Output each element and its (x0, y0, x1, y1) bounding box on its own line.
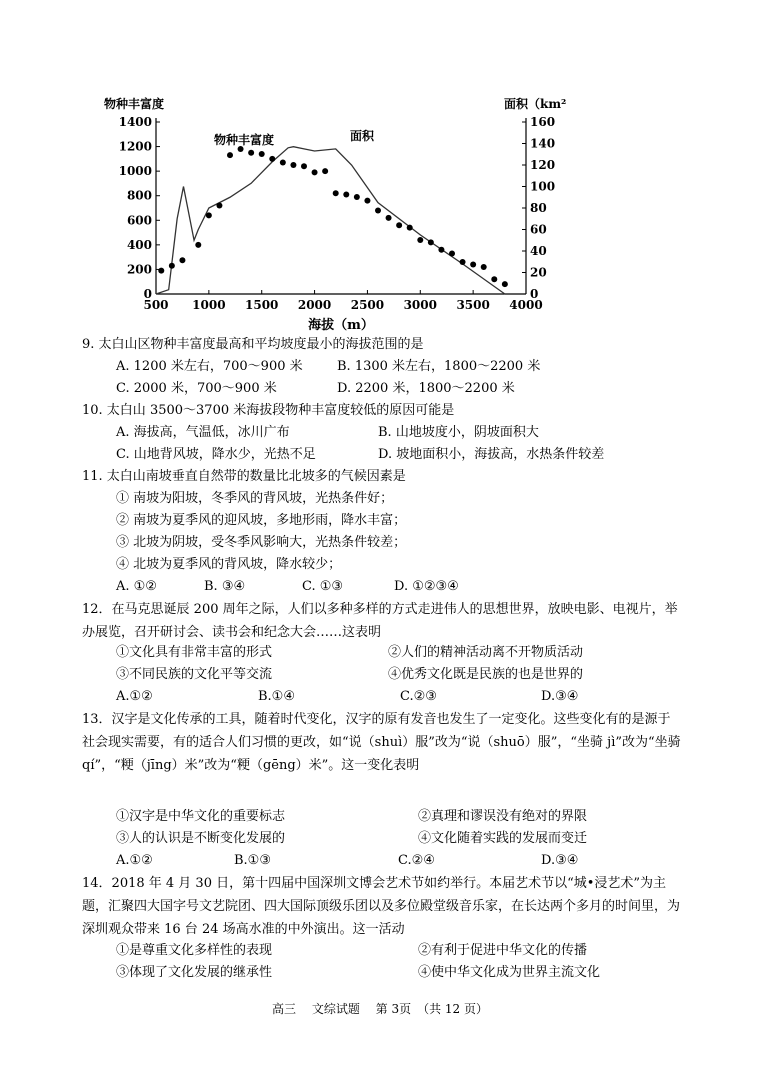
q12-option-a: A.①② (116, 689, 153, 704)
area-series-line (156, 147, 505, 294)
y-left-tick-label: 400 (126, 237, 152, 252)
x-tick-label: 3000 (403, 298, 437, 312)
y-right-tick-label: 100 (530, 179, 556, 194)
y-right-tick-label: 20 (530, 265, 547, 280)
x-tick-label: 2500 (350, 298, 385, 312)
y-right-tick-label: 120 (530, 158, 556, 172)
q12-item-4: ④优秀文化既是民族的也是世界的 (388, 667, 584, 682)
richness-point (301, 163, 307, 169)
richness-point (206, 212, 212, 218)
richness-point (417, 237, 423, 243)
q11-option-c: C. ①③ (302, 579, 344, 594)
q13-option-d: D.③④ (541, 853, 579, 868)
q12-option-c: C.②③ (400, 689, 437, 704)
richness-point (449, 250, 455, 256)
q14-stem: 14．2018 年 4 月 30 日，第十四届中国深圳文博会艺术节如约举行。本届艺术节以“城•浸艺术”为主题，汇聚四大国字号文艺院团、四大国际顶级乐团以及多位殿堂级音乐家，在长达两个多月的时间里，为深圳观众带来 16 台 24 场高水准的中外演出。这一活动 (82, 876, 681, 937)
q14-item-1: ①是尊重文化多样性的表现 (116, 943, 273, 958)
q12-stem: 12．在马克思诞辰 200 周年之际，人们以多种多样的方式走进伟人的思想世界，放映电影、电视片，举办展览，召开研讨会、读书会和纪念大会……这表明 (82, 602, 678, 640)
q11-item-1: ① 南坡为阳坡，冬季风的背风坡，光热条件好； (116, 491, 394, 506)
q14-item-3: ③体现了文化发展的继承性 (116, 965, 273, 980)
richness-point (428, 239, 434, 245)
q13-option-c: C.②④ (398, 853, 435, 868)
y-left-tick-label: 0 (143, 287, 152, 301)
richness-point (195, 242, 201, 248)
richness-point (312, 169, 318, 175)
q13-stem: 13．汉字是文化传承的工具，随着时代变化，汉字的原有发音也发生了一定变化。这些变化有的是源于社会现实需要，有的适合人们习惯的更改，如“说（shuì）服”改为“说（shuō）服”，“坐骑 jì”改为“坐骑 qí”，“粳（jīng）米”改为“粳（gēng）米”。这一变化表明 (82, 712, 681, 773)
q13-option-b: B.①③ (234, 853, 271, 868)
q9-option-b: B. 1300 米左右，1800～2200 米 (337, 359, 541, 374)
richness-point (216, 203, 222, 209)
y-right-tick-label: 80 (530, 201, 547, 215)
richness-annotation: 物种丰富度 (213, 133, 275, 147)
q13-item-4: ④文化随着实践的发展而变迁 (418, 831, 588, 846)
q10-stem: 10. 太白山 3500～3700 米海拔段物种丰富度较低的原因可能是 (82, 403, 455, 418)
richness-point (354, 194, 360, 200)
y-left-tick-label: 600 (126, 213, 152, 228)
y-left-tick-label: 1000 (118, 164, 152, 179)
y-right-tick-label: 60 (530, 222, 547, 237)
richness-point (502, 281, 508, 287)
richness-point (322, 168, 328, 174)
y-left-tick-label: 1400 (118, 115, 152, 129)
richness-point (343, 191, 349, 197)
y-right-tick-label: 160 (530, 115, 556, 129)
richness-point (248, 150, 254, 156)
richness-point (259, 151, 265, 157)
richness-point (470, 262, 476, 268)
q12-item-2: ②人们的精神活动离不开物质活动 (388, 645, 584, 660)
richness-point (333, 190, 339, 196)
y-left-tick-label: 800 (126, 188, 152, 203)
richness-point (364, 198, 370, 204)
richness-point (491, 276, 497, 282)
richness-point (169, 263, 175, 269)
q11-item-2: ② 南坡为夏季风的迎风坡，多地形雨，降水丰富； (116, 513, 407, 528)
richness-point (396, 222, 402, 228)
q11-option-b: B. ③④ (204, 579, 246, 594)
y-right-tick-label: 40 (530, 244, 547, 258)
q12-option-b: B.①④ (258, 689, 295, 704)
richness-point (407, 225, 413, 231)
q9-option-a: A. 1200 米左右，700～900 米 (116, 359, 303, 374)
area-annotation: 面积 (349, 129, 375, 143)
y-left-tick-label: 1200 (118, 139, 152, 154)
chart-svg (96, 92, 566, 338)
q13-item-3: ③人的认识是不断变化发展的 (116, 831, 286, 846)
q9-stem: 9. 太白山区物种丰富度最高和平均坡度最小的海拔范围的是 (82, 337, 424, 352)
q9-option-d: D. 2200 米，1800～2200 米 (337, 381, 515, 396)
q12-item-3: ③不同民族的文化平等交流 (116, 667, 273, 682)
q13-item-2: ②真理和谬误没有绝对的界限 (418, 809, 588, 824)
y-right-axis-title: 面积（km² (504, 97, 566, 111)
richness-point (460, 259, 466, 265)
richness-point (386, 215, 392, 221)
richness-point (227, 152, 233, 158)
q11-option-d: D. ①②③④ (394, 579, 459, 594)
q9-option-c: C. 2000 米，700～900 米 (116, 381, 277, 396)
x-tick-label: 1500 (245, 298, 279, 312)
x-tick-label: 4000 (509, 298, 543, 312)
q11-stem: 11. 太白山南坡垂直自然带的数量比北坡多的气候因素是 (82, 469, 406, 484)
q13-option-a: A.①② (116, 853, 153, 868)
y-right-tick-label: 0 (530, 287, 539, 301)
q10-option-a: A. 海拔高，气温低，冰川广布 (116, 425, 290, 440)
richness-point (481, 264, 487, 270)
richness-point (438, 247, 444, 253)
richness-point (290, 162, 296, 168)
q12-item-1: ①文化具有非常丰富的形式 (116, 645, 273, 660)
richness-point (280, 160, 286, 166)
x-tick-label: 1000 (192, 298, 226, 312)
x-tick-label: 3500 (456, 298, 490, 312)
richness-point (375, 207, 381, 213)
q14-item-2: ②有利于促进中华文化的传播 (418, 943, 588, 958)
x-tick-label: 2000 (297, 298, 332, 312)
y-left-axis-title: 物种丰富度 (104, 97, 165, 111)
q10-option-b: B. 山地坡度小，阴坡面积大 (378, 425, 539, 440)
y-left-tick-label: 200 (126, 262, 152, 277)
richness-point (158, 268, 164, 274)
q14-item-4: ④使中华文化成为世界主流文化 (418, 965, 601, 980)
x-axis-title: 海拔（m） (308, 318, 374, 333)
richness-point (269, 156, 275, 162)
q10-option-d: D. 坡地面积小，海拔高，水热条件较差 (378, 447, 605, 462)
q11-item-3: ③ 北坡为阴坡，受冬季风影响大，光热条件较差； (116, 535, 407, 550)
y-right-tick-label: 140 (530, 136, 556, 151)
q13-item-1: ①汉字是中华文化的重要标志 (116, 809, 286, 824)
richness-point (179, 257, 185, 263)
q11-item-4: ④ 北坡为夏季风的背风坡，降水较少； (116, 557, 342, 572)
page-footer: 高三 文综试题 第 3页 （共 12 页） (272, 1002, 488, 1016)
q11-option-a: A. ①② (116, 579, 157, 594)
x-tick-label: 500 (143, 298, 169, 312)
altitude-chart (96, 92, 566, 338)
q10-option-c: C. 山地背风坡，降水少，光热不足 (116, 447, 316, 462)
q12-option-d: D.③④ (541, 689, 579, 704)
